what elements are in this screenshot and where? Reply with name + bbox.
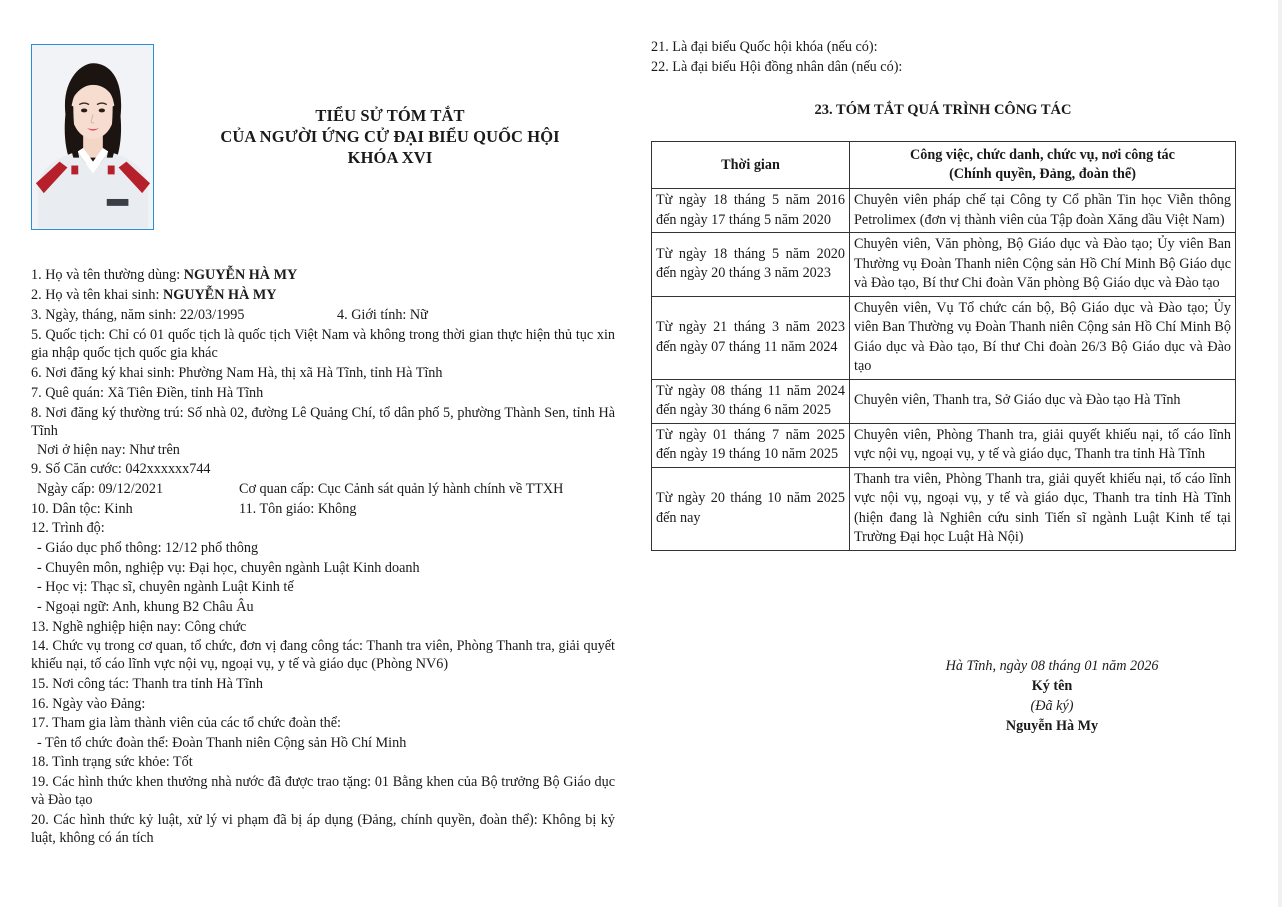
row-time: Từ ngày 18 tháng 5 năm 2016 đến ngày 17 tháng 5 năm 2020 xyxy=(652,189,850,233)
field-ethnicity: 10. Dân tộc: Kinh xyxy=(31,501,133,517)
field-common-name xyxy=(31,266,297,284)
field-organization-name: - Tên tổ chức đoàn thể: Đoàn Thanh niên Cộng sản Hồ Chí Minh xyxy=(37,735,407,751)
row-time: Từ ngày 21 tháng 3 năm 2023 đến ngày 07 tháng 11 năm 2024 xyxy=(652,296,850,379)
table-row xyxy=(652,467,1236,550)
field-language: - Ngoại ngữ: Anh, khung B2 Châu Âu xyxy=(37,599,254,615)
field-permanent-residence: 8. Nơi đăng ký thường trú: Số nhà 02, đường Lê Quảng Chí, tổ dân phố 5, phường Thành Sen, tỉnh Hà Tĩnh xyxy=(31,405,615,439)
field-value: NGUYỄN HÀ MY xyxy=(183,267,298,283)
field-gender: 4. Giới tính: Nữ xyxy=(337,307,428,323)
title-line-2: CỦA NGƯỜI ỨNG CỬ ĐẠI BIỂU QUỐC HỘI xyxy=(220,127,560,146)
signature-label: Ký tên xyxy=(1031,678,1073,694)
field-awards: 19. Các hình thức khen thưởng nhà nước đã được trao tặng: 01 Bằng khen của Bộ trưởng Bộ Giáo dục và Đào tạo xyxy=(31,774,615,808)
field-workplace: 15. Nơi công tác: Thanh tra tỉnh Hà Tĩnh xyxy=(31,676,263,692)
row-job: Chuyên viên, Vụ Tổ chức cán bộ, Bộ Giáo dục và Đào tạo; Ủy viên Ban Thường vụ Đoàn Thanh niên Cộng sản Hồ Chí Minh Bộ Giáo dục và Đào tạo, Bí thư Chi đoàn 26/3 Bộ Giáo dục và Đào tạo xyxy=(850,296,1236,379)
signer-name: Nguyễn Hà My xyxy=(1005,718,1099,734)
page-edge xyxy=(1278,0,1282,907)
table-row xyxy=(652,189,1236,233)
field-occupation: 13. Nghề nghiệp hiện nay: Công chức xyxy=(31,619,247,635)
column-header-job-line2: (Chính quyền, Đảng, đoàn thể) xyxy=(949,166,1136,182)
field-birth-date: 3. Ngày, tháng, năm sinh: 22/03/1995 xyxy=(31,307,245,323)
signature-note: (Đã ký) xyxy=(1030,698,1074,714)
row-job: Thanh tra viên, Phòng Thanh tra, giải quyết khiếu nại, tố cáo lĩnh vực nội vụ, ngoại vụ, y tế và giáo dục, Thanh tra tỉnh Hà Tĩnh (hiện đang là Nghiên cứu sinh Tiến sĩ ngành Luật Kinh tế tại Trường Đại học Luật Hà Nội) xyxy=(850,467,1236,550)
field-birth-registration: 6. Nơi đăng ký khai sinh: Phường Nam Hà, thị xã Hà Tĩnh, tỉnh Hà Tĩnh xyxy=(31,365,443,381)
field-discipline: 20. Các hình thức kỷ luật, xử lý vi phạm đã bị áp dụng (Đảng, chính quyền, đoàn thể): Không bị kỷ luật, không có án tích xyxy=(31,812,615,846)
document-title xyxy=(190,105,590,168)
row-time: Từ ngày 20 tháng 10 năm 2025 đến nay xyxy=(652,467,850,550)
table-row xyxy=(652,296,1236,379)
field-national-assembly: 21. Là đại biểu Quốc hội khóa (nếu có): xyxy=(651,39,878,55)
row-time: Từ ngày 01 tháng 7 năm 2025 đến ngày 19 tháng 10 năm 2025 xyxy=(652,423,850,467)
field-label: 2. Họ và tên khai sinh: xyxy=(31,287,164,303)
title-line-3: KHÓA XVI xyxy=(347,148,433,167)
row-job: Chuyên viên, Phòng Thanh tra, giải quyết khiếu nại, tố cáo lĩnh vực nội vụ, ngoại vụ, y tế và giáo dục, Thanh tra tỉnh Hà Tĩnh xyxy=(850,423,1236,467)
column-header-job xyxy=(850,142,1236,189)
field-id-issue-date: Ngày cấp: 09/12/2021 xyxy=(37,481,164,497)
field-party-date: 16. Ngày vào Đảng: xyxy=(31,696,146,712)
field-peoples-council: 22. Là đại biểu Hội đồng nhân dân (nếu có): xyxy=(651,59,903,75)
table-row xyxy=(652,423,1236,467)
row-job: Chuyên viên, Văn phòng, Bộ Giáo dục và Đào tạo; Ủy viên Ban Thường vụ Đoàn Thanh niên Cộng sản Hồ Chí Minh Bộ Giáo dục và Đào tạo, Bí thư Chi đoàn Văn phòng Bộ Giáo dục và Đào tạo xyxy=(850,233,1236,297)
field-degree: - Học vị: Thạc sĩ, chuyên ngành Luật Kinh tế xyxy=(37,579,294,595)
row-time: Từ ngày 18 tháng 5 năm 2020 đến ngày 20 tháng 3 năm 2023 xyxy=(652,233,850,297)
career-table-header xyxy=(652,142,1236,189)
portrait-image xyxy=(32,45,153,229)
field-id-number: 9. Số Căn cước: 042xxxxxx744 xyxy=(31,461,211,477)
table-row xyxy=(652,379,1236,423)
field-general-education: - Giáo dục phổ thông: 12/12 phổ thông xyxy=(37,540,259,556)
signature-block xyxy=(932,656,1172,736)
field-id-issuer: Cơ quan cấp: Cục Cảnh sát quản lý hành chính về TTXH xyxy=(239,481,564,497)
field-current-residence: Nơi ở hiện nay: Như trên xyxy=(37,442,180,458)
field-value: NGUYỄN HÀ MY xyxy=(163,287,277,303)
row-time: Từ ngày 08 tháng 11 năm 2024 đến ngày 30 tháng 6 năm 2025 xyxy=(652,379,850,423)
field-hometown: 7. Quê quán: Xã Tiên Điền, tỉnh Hà Tĩnh xyxy=(31,385,264,401)
title-line-1: TIỂU SỬ TÓM TẮT xyxy=(315,106,465,125)
career-heading: 23. TÓM TẮT QUÁ TRÌNH CÔNG TÁC xyxy=(814,102,1072,118)
field-position: 14. Chức vụ trong cơ quan, tổ chức, đơn vị đang công tác: Thanh tra viên, Phòng Thanh tra, giải quyết khiếu nại, tố cáo lĩnh vực nội vụ, ngoại vụ, y tế và giáo dục (Phòng NV6) xyxy=(31,638,615,672)
row-job: Chuyên viên pháp chế tại Công ty Cổ phần Tin học Viễn thông Petrolimex (đơn vị thành viên của Tập đoàn Xăng dầu Việt Nam) xyxy=(850,189,1236,233)
field-specialization: - Chuyên môn, nghiệp vụ: Đại học, chuyên ngành Luật Kinh doanh xyxy=(37,560,420,576)
field-health: 18. Tình trạng sức khỏe: Tốt xyxy=(31,754,193,770)
column-header-time: Thời gian xyxy=(652,142,850,189)
field-birth-name xyxy=(31,286,277,304)
field-religion: 11. Tôn giáo: Không xyxy=(239,501,357,517)
career-table xyxy=(651,141,1236,551)
field-organizations: 17. Tham gia làm thành viên của các tổ chức đoàn thể: xyxy=(31,715,341,731)
portrait-photo xyxy=(31,44,154,230)
row-job: Chuyên viên, Thanh tra, Sở Giáo dục và Đào tạo Hà Tĩnh xyxy=(850,379,1236,423)
table-row xyxy=(652,233,1236,297)
field-nationality: 5. Quốc tịch: Chỉ có 01 quốc tịch là quốc tịch Việt Nam và không trong thời gian thực hiện thủ tục xin gia nhập quốc tịch quốc gia khác xyxy=(31,327,615,361)
column-header-job-line1: Công việc, chức danh, chức vụ, nơi công tác xyxy=(910,147,1175,163)
field-label: 1. Họ và tên thường dùng: xyxy=(31,267,184,283)
field-education: 12. Trình độ: xyxy=(31,520,105,536)
signature-place-date: Hà Tĩnh, ngày 08 tháng 01 năm 2026 xyxy=(945,658,1159,674)
